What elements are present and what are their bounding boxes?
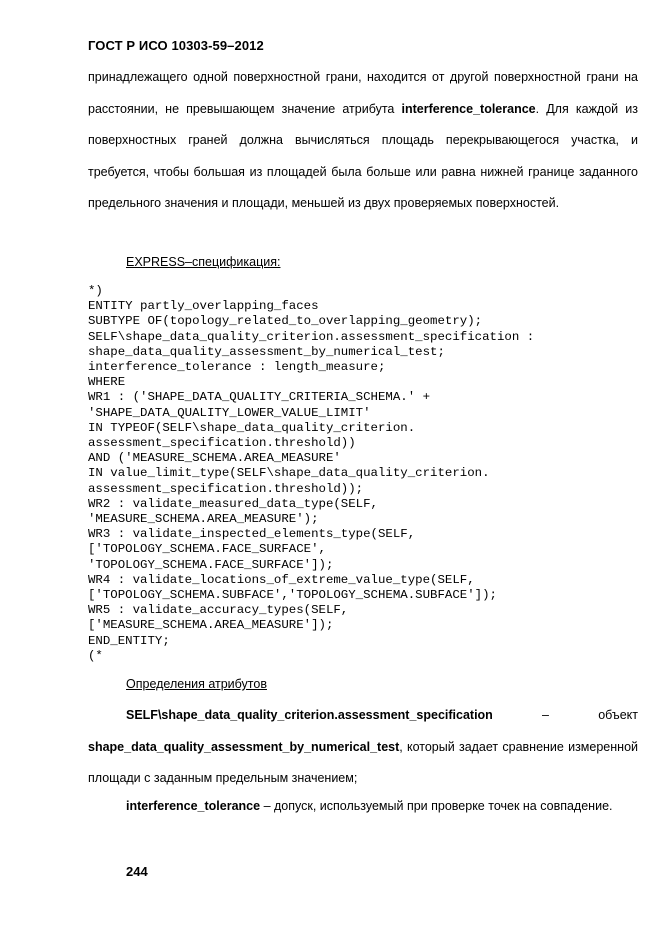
document-header: ГОСТ Р ИСО 10303-59–2012 xyxy=(88,38,264,53)
attribute-description: – допуск, используемый при проверке точек на совпадение. xyxy=(260,799,613,813)
attribute-term: SELF\shape_data_quality_criterion.assessment_specification xyxy=(126,708,493,722)
attributes-heading: Определения атрибутов xyxy=(126,677,267,691)
intro-text-end: . Для каждой из поверхностных граней должна вычисляться площадь перекрывающегося участка, и требуется, чтобы большая из площадей была больше или равна нижней границе заданного предельного значения и площади, меньшей из двух проверяемых поверхностей. xyxy=(88,101,638,210)
page-number: 244 xyxy=(126,864,148,879)
attribute-definition-assessment xyxy=(88,700,638,795)
intro-bold-term: interference_tolerance xyxy=(401,101,536,116)
attribute-definition-tolerance xyxy=(88,791,638,823)
express-code-block: *) ENTITY partly_overlapping_faces SUBTYPE OF(topology_related_to_overlapping_geometry); SELF\shape_data_quality_criterion.assessment_specification : shape_data_quality_assessment_by_numerical_test; interference_tolerance : length_measure; WHERE WR1 : ('SHAPE_DATA_QUALITY_CRITERIA_SCHEMA.' + 'SHAPE_DATA_QUALITY_LOWER_VALUE_LIMIT' IN TYPEOF(SELF\shape_data_quality_criterion. assessment_specification.threshold)) AND ('MEASURE_SCHEMA.AREA_MEASURE' IN value_limit_type(SELF\shape_data_quality_criterion. assessment_specification.threshold)); WR2 : validate_measured_data_type(SELF, 'MEASURE_SCHEMA.AREA_MEASURE'); WR3 : validate_inspected_elements_type(SELF, ['TOPOLOGY_SCHEMA.FACE_SURFACE', 'TOPOLOGY_SCHEMA.FACE_SURFACE']); WR4 : validate_locations_of_extreme_value_type(SELF, ['TOPOLOGY_SCHEMA.SUBFACE','TOPOLOGY_SCHEMA.SUBFACE']); WR5 : validate_accuracy_types(SELF, ['MEASURE_SCHEMA.AREA_MEASURE']); END_ENTITY; (* xyxy=(88,284,535,663)
attribute-type-name: shape_data_quality_assessment_by_numerical_test xyxy=(88,739,400,754)
intro-text-start: принадлежащего одной поверхностной грани, находится от другой поверхностной грани на расстоянии, не превышающем значение атрибута xyxy=(88,70,638,116)
intro-paragraph xyxy=(88,62,638,220)
attribute-description: , который задает сравнение измеренной площади с заданным предельным значением; xyxy=(88,739,638,785)
attribute-term: interference_tolerance xyxy=(126,799,261,813)
express-heading: EXPRESS–спецификация: xyxy=(126,255,281,269)
attribute-dash: – объект xyxy=(492,708,638,722)
